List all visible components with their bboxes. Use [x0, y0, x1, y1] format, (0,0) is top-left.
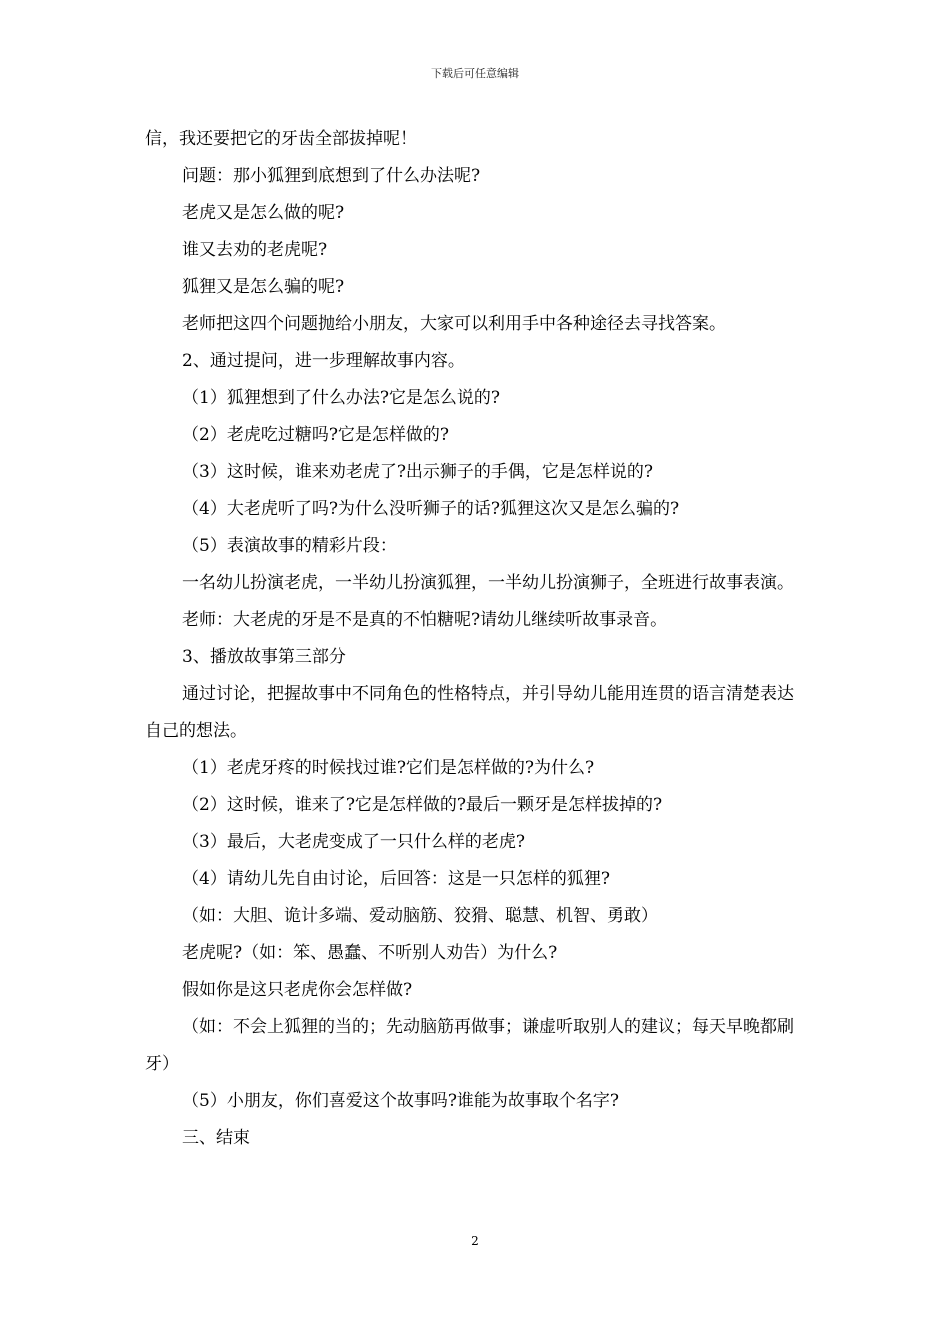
paragraph: 问题：那小狐狸到底想到了什么办法呢?: [182, 166, 481, 186]
paragraph: 老虎又是怎么做的呢?: [182, 203, 345, 223]
document-body: [145, 121, 807, 1157]
paragraph: 信，我还要把它的牙齿全部拔掉呢！: [145, 129, 417, 149]
paragraph: 老师：大老虎的牙是不是真的不怕糖呢?请幼儿继续听故事录音。: [182, 610, 668, 630]
paragraph: 狐狸又是怎么骗的呢?: [182, 277, 345, 297]
paragraph: 通过讨论，把握故事中不同角色的性格特点，并引导幼儿能用连贯的语言清楚表达自己的想法。: [145, 684, 794, 741]
list-item: （5）表演故事的精彩片段：: [182, 536, 397, 556]
list-item: （1）狐狸想到了什么办法?它是怎么说的?: [182, 388, 501, 408]
page-number: 2: [471, 1234, 479, 1248]
paragraph: 老虎呢?（如：笨、愚蠢、不听别人劝告）为什么?: [182, 943, 558, 963]
paragraph: 假如你是这只老虎你会怎样做?: [182, 980, 413, 1000]
section-heading: 三、结束: [182, 1128, 250, 1148]
paragraph: （如：不会上狐狸的当的；先动脑筋再做事；谦虚听取别人的建议；每天早晚都刷牙）: [145, 1017, 794, 1074]
section-heading: 2、通过提问，进一步理解故事内容。: [182, 351, 465, 371]
list-item: （4）大老虎听了吗?为什么没听狮子的话?狐狸这次又是怎么骗的?: [182, 499, 680, 519]
section-heading: 3、播放故事第三部分: [182, 647, 346, 667]
list-item: （1）老虎牙疼的时候找过谁?它们是怎样做的?为什么?: [182, 758, 595, 778]
paragraph: 老师把这四个问题抛给小朋友，大家可以利用手中各种途径去寻找答案。: [182, 314, 726, 334]
paragraph: （如：大胆、诡计多端、爱动脑筋、狡猾、聪慧、机智、勇敢）: [182, 906, 658, 926]
list-item: （3）最后，大老虎变成了一只什么样的老虎?: [182, 832, 525, 852]
list-item: （4）请幼儿先自由讨论，后回答：这是一只怎样的狐狸?: [182, 869, 610, 889]
list-item: （2）这时候，谁来了?它是怎样做的?最后一颗牙是怎样拔掉的?: [182, 795, 663, 815]
list-item: （2）老虎吃过糖吗?它是怎样做的?: [182, 425, 450, 445]
page-header: 下载后可任意编辑: [431, 67, 519, 80]
paragraph: 谁又去劝的老虎呢?: [182, 240, 328, 260]
paragraph: 一名幼儿扮演老虎，一半幼儿扮演狐狸，一半幼儿扮演狮子，全班进行故事表演。: [182, 573, 794, 593]
list-item: （3）这时候，谁来劝老虎了?出示狮子的手偶，它是怎样说的?: [182, 462, 654, 482]
list-item: （5）小朋友，你们喜爱这个故事吗?谁能为故事取个名字?: [182, 1091, 620, 1111]
